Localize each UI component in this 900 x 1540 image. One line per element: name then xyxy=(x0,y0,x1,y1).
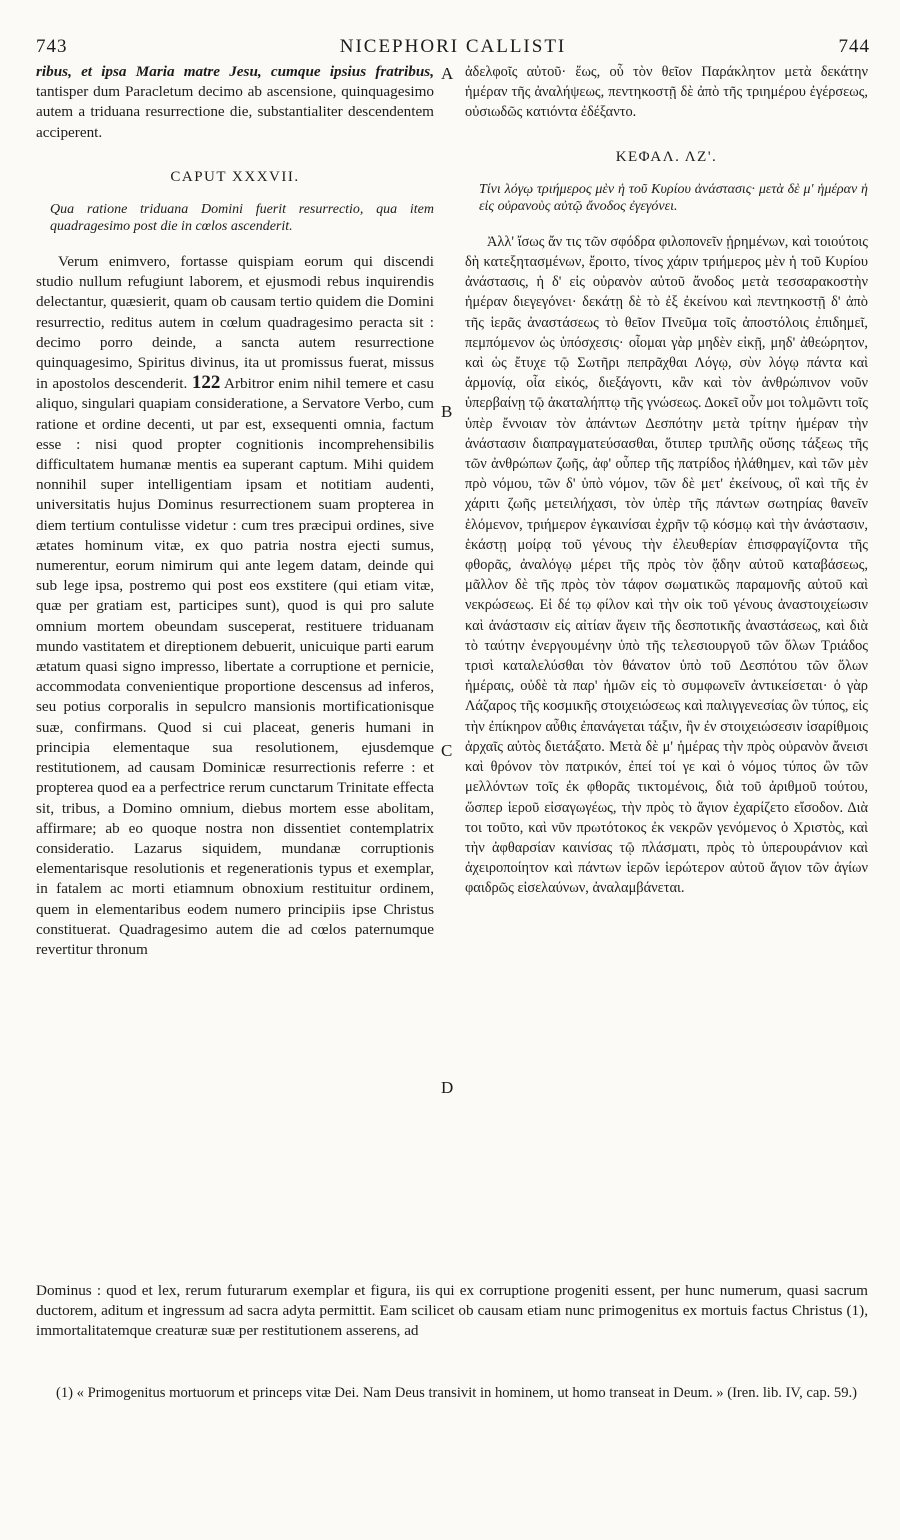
margin-number: 122 xyxy=(191,372,221,394)
latin-lead-paragraph xyxy=(36,62,434,143)
latin-lead-rest: tantisper dum Paracletum decimo ab ascensione, quinquagesimo autem a triduana resurrectione die, substantialiter descendentem acciperent. xyxy=(36,83,434,141)
latin-chapter-heading: CAPUT XXXVII. xyxy=(170,168,300,185)
page-number-left: 743 xyxy=(36,36,68,57)
section-marker-a: A xyxy=(441,64,454,83)
greek-chapter-summary: Τίνι λόγῳ τριήμερος μὲν ἡ τοῦ Κυρίου ἀνάστασις· μετὰ δὲ μ' ἡμέραν ἡ εἰς οὐρανοὺς αὐτῷ ἄνοδος ἐγεγόνει. xyxy=(479,181,868,214)
greek-column xyxy=(465,62,868,899)
latin-column xyxy=(36,62,434,960)
latin-body-before-number: Verum enimvero, fortasse quispiam eorum qui discendi studio nullum refugiunt laborem, et ejusmodi rebus inquirendis delectantur, quæsierit, quam ob causam tertio quidem die Domini resurrectio, reditus autem in cœlum quadragesimo peracta sit : decimo porro deinde, a sancta autem resurrectione quinquagesimo, Spiritus divinus, ita ut promissus fuerat, missus in apostolos descenderit. xyxy=(36,253,434,393)
page-header xyxy=(36,36,870,58)
latin-continuation-text: Dominus : quod et lex, rerum futurarum exemplar et figura, iis qui ex corruptione progeniti essent, per hunc numerum, quasi sacrum ductorem, aditum et ingressum ad sacra adyta permittit. Eam scilicet ob causam etiam nunc primogenitus ex mortuis factus Christus (1), immortalitatemque creaturæ suæ per restitutionem asserens, ad xyxy=(36,1282,868,1340)
footnote xyxy=(36,1384,868,1402)
greek-lead-paragraph: ἀδελφοῖς αὐτοῦ· ἕως, οὗ τὸν θεῖον Παράκλητον μετὰ δεκάτην ἡμέραν τῆς ἀναλήψεως, πεντηκοστῇ δὲ ἀπὸ τῆς τριημέρου ἐγέρσεως, οὐσιωδῶς κατιόντα ἐδέξαντο. xyxy=(465,64,868,121)
greek-chapter-heading: ΚΕΦΑΛ. ΛΖ'. xyxy=(615,148,718,165)
latin-body-paragraph xyxy=(36,252,434,960)
latin-chapter-summary: Qua ratione triduana Domini fuerit resurrectio, qua item quadragesimo post die in cœlos ascenderit. xyxy=(50,202,434,235)
latin-body-after-number: Arbitror enim nihil temere et casu aliquo, singulari quapiam consideratione, a Servatore Verbo, cum ratione et ordine decenti, ut par est, exsequenti omnia, factum esse : nisi quod propter cognitionis incomprehensibilis difficultatem humanæ mentis ea superant captum. Mihi quidem nonnihil super intelligentiam ipsam et notitiam audenti, universitatis hujus Dominus resurrectionem suam propterea in diem tertium contulisse videtur : cum tres præcipui ordines, sive ætates hominum vitæ, ex quo patria nostra ejecti sumus, numerentur, eorum nimirum qui ante legem datam, deinde qui sub lege ipsa, postremo qui post eos exstitere (qui etiam vitæ, quæ per gratiam est, participes sunt), quod is qui pro salute omnium mortem obeundam susceperat, restituere triduanam mundo vastitatem et direptionem debuerit, unicuique parti earum ætatum quasi signo impresso, libertate a corruptione et pernicie, accommodata convenientique proportione descensus ad inferos, seu potius corporalis in sepulcro mansionis mortificationisque suæ, confirmans. Quod si cui placeat, generis humani in principia elementaque sua resolutionem, ejusdemque restitutionem, ad causam Dominicæ resurrectionis referre : et propterea quod ea a perfectrice rerum cunctarum Trinitate effecta sit, tribus, a Domino omnium, diebus mortem esse abolitam, affirmare; ab eo quoque nostra non dissentiet contemplatrix consideratio. Lazarus siquidem, mundanæ corruptionis elementarisque resolutionis et regenerationis typus et exemplar, in fatalem ac morti etiamnum obnoxium restituitur ordinem, quem in elementaribus eodem numero principiis ipse Christus constituerat. Quadragesimo autem die ad cœlos paternumque revertitur thronum xyxy=(36,375,435,958)
section-marker-c: C xyxy=(441,741,453,760)
page-number-right: 744 xyxy=(838,36,870,57)
section-marker-d: D xyxy=(441,1078,454,1097)
latin-continuation xyxy=(36,1281,868,1342)
running-title: NICEPHORI CALLISTI xyxy=(339,36,567,57)
latin-lead-italic: ribus, et ipsa Maria matre Jesu, cumque ipsius fratribus, xyxy=(36,63,434,80)
section-marker-b: B xyxy=(441,402,453,421)
greek-body-paragraph: Ἀλλ' ἴσως ἄν τις τῶν σφόδρα φιλοπονεῖν ᾑρημένων, καὶ τοιούτοις δὴ κατεξητασμένων, ἔροιτο, τίνος χάριν τριήμερος μὲν ἡ τοῦ Κυρίου ἀνάστασις, ἡ δ' εἰς οὐρανὸν αὐτοῦ ἄνοδος μετὰ τεσσαρακοστὴν ἡμέραν διεγεγόνει· δεκάτῃ δὲ τὸ ἐξ ἐκείνου καὶ πεντηκοστῇ δ' ἀπὸ τῆς ἱερᾶς ἀναστάσεως τὸ θεῖον Πνεῦμα τοῖς ἀποστόλοις ἐπιδημεῖ, πεμπόμενον ὡς ὑπόσχεσις· οἶομαι γὰρ μηδὲν εἰκῇ, μηδ' ἀθεώρητον, καὶ ὡς ἔτυχε τῷ Σωτῆρι πεπρᾶχθαι Λόγῳ, σὺν λόγῳ πάντα καὶ ἁρμονίᾳ, οἷα εἰκός, διεξάγοντι, κἂν καὶ τὸν ἀνθρώπινον νοῦν ὑπερβαίνῃ τῷ ἀκαταλήπτῳ τῆς γνώσεως. Δοκεῖ οὖν μοι τολμῶντι τοῖς ὑπὲρ ἔννοιαν τὸν ἁπάντων Δεσπότην μετὰ τρίτην ἡμέραν τὴν ἀνάστασιν διαπραγματεύσασθαι, ὅτιπερ τριπλῆς οὔσης τάξεως τῆς τῶν ἀνθρώπων ζωῆς, ἀφ' οὗπερ τῆς πατρίδος ἠλάθημεν, καὶ τῶν μὲν πρὸ νόμου, τῶν δ' ὑπὸ νόμον, τῶν δὲ μετ' ἐκείνους, οἳ καὶ τῆς ἐν χάριτι ζωῆς μετειλήχασι, τὸν ὑπὲρ τῆς πάντων σωτηρίας θανεῖν ἑλόμενον, τριήμερον ἐγκαινίσαι ἐχρῆν τῷ κόσμῳ καὶ τὴν ἀνάστασιν, ἑκάστῃ μοίρᾳ τοῦ γένους τὴν ἐλευθερίαν ἐπισφραγίζοντα τῆς φθορᾶς, ἀναλόγῳ μέρει τῆς πρὸς τὸν ᾅδην αὐτοῦ καταβάσεως, μᾶλλον δὲ τῆς πρὸς τὸν τάφον σωματικῶς παραμονῆς αὐτοῦ καὶ νεκρώσεως. Εἰ δέ τῳ φίλον καὶ τὴν οἰκ τοῦ γένους ἀναστοιχείωσιν καὶ ἀνάστασιν εἰς αἰτίαν ἄγειν τῆς δεσποτικῆς ἀναστάσεως, καὶ διὰ τὸ ταύτην ἐνεργουμένην ὑπὸ τῆς τελεσιουργοῦ τῶν ὅλων Τριάδος τρισὶ καταλελύσθαι τὸν θάνατον ὑπὸ τοῦ Δεσπότου τῶν ὅλων ἡμέραις, οὐδὲ τὰ παρ' ἡμῶν εἰς τὸ συμφωνεῖν ἀντικείσεται· ὁ γὰρ Λάζαρος τῆς κοσμικῆς στοιχειώσεως καὶ παλιγγενεσίας ὢν τύπος, εἰς τὴν ἐπίκηρον αὖθις ἐπανάγεται τάξιν, ἣν ἐν στοιχειώσεσιν ἰσαρίθμοις ἀρχαῖς αὐτὸς διετάξατο. Μετὰ δὲ μ' ἡμέρας τὴν πρὸς οὐρανὸν ἄνεισι καὶ θρόνον τὸν πατρικόν, ἐπεί τοί γε καὶ ὁ νόμος τύπος ὢν τῶν μελλόντων τοῖς ἐκ φθορᾶς τικτομένοις, διὰ τοῦ ἀριθμοῦ τούτου, ὥσπερ ἱεροῦ εἰσαγωγέως, τὴν πρὸς τὸ ἅγιον ἐχαρίζετο εἴσοδον. Διὰ τοι τοῦτο, καὶ νῦν πρωτότοκος ἐκ νεκρῶν γενόμενος ὁ Χριστὸς, καὶ τὴν ἀφθαρσίαν καινίσας τῷ πλάσματι, πρὸς τὸ ὑπερουράνιον καὶ ἀχειροποίητον καὶ πάντων ἱερῶν ἱερώτερον αὐτοῦ ἅγιον τῶν ἁγίων φαιδρῶς εἰσελαύνων, ἀναλαμβάνεται. xyxy=(465,233,868,897)
footnote-text: (1) « Primogenitus mortuorum et princeps vitæ Dei. Nam Deus transivit in hominem, ut homo transeat in Deum. » (Iren. lib. IV, cap. 59.) xyxy=(56,1385,858,1401)
